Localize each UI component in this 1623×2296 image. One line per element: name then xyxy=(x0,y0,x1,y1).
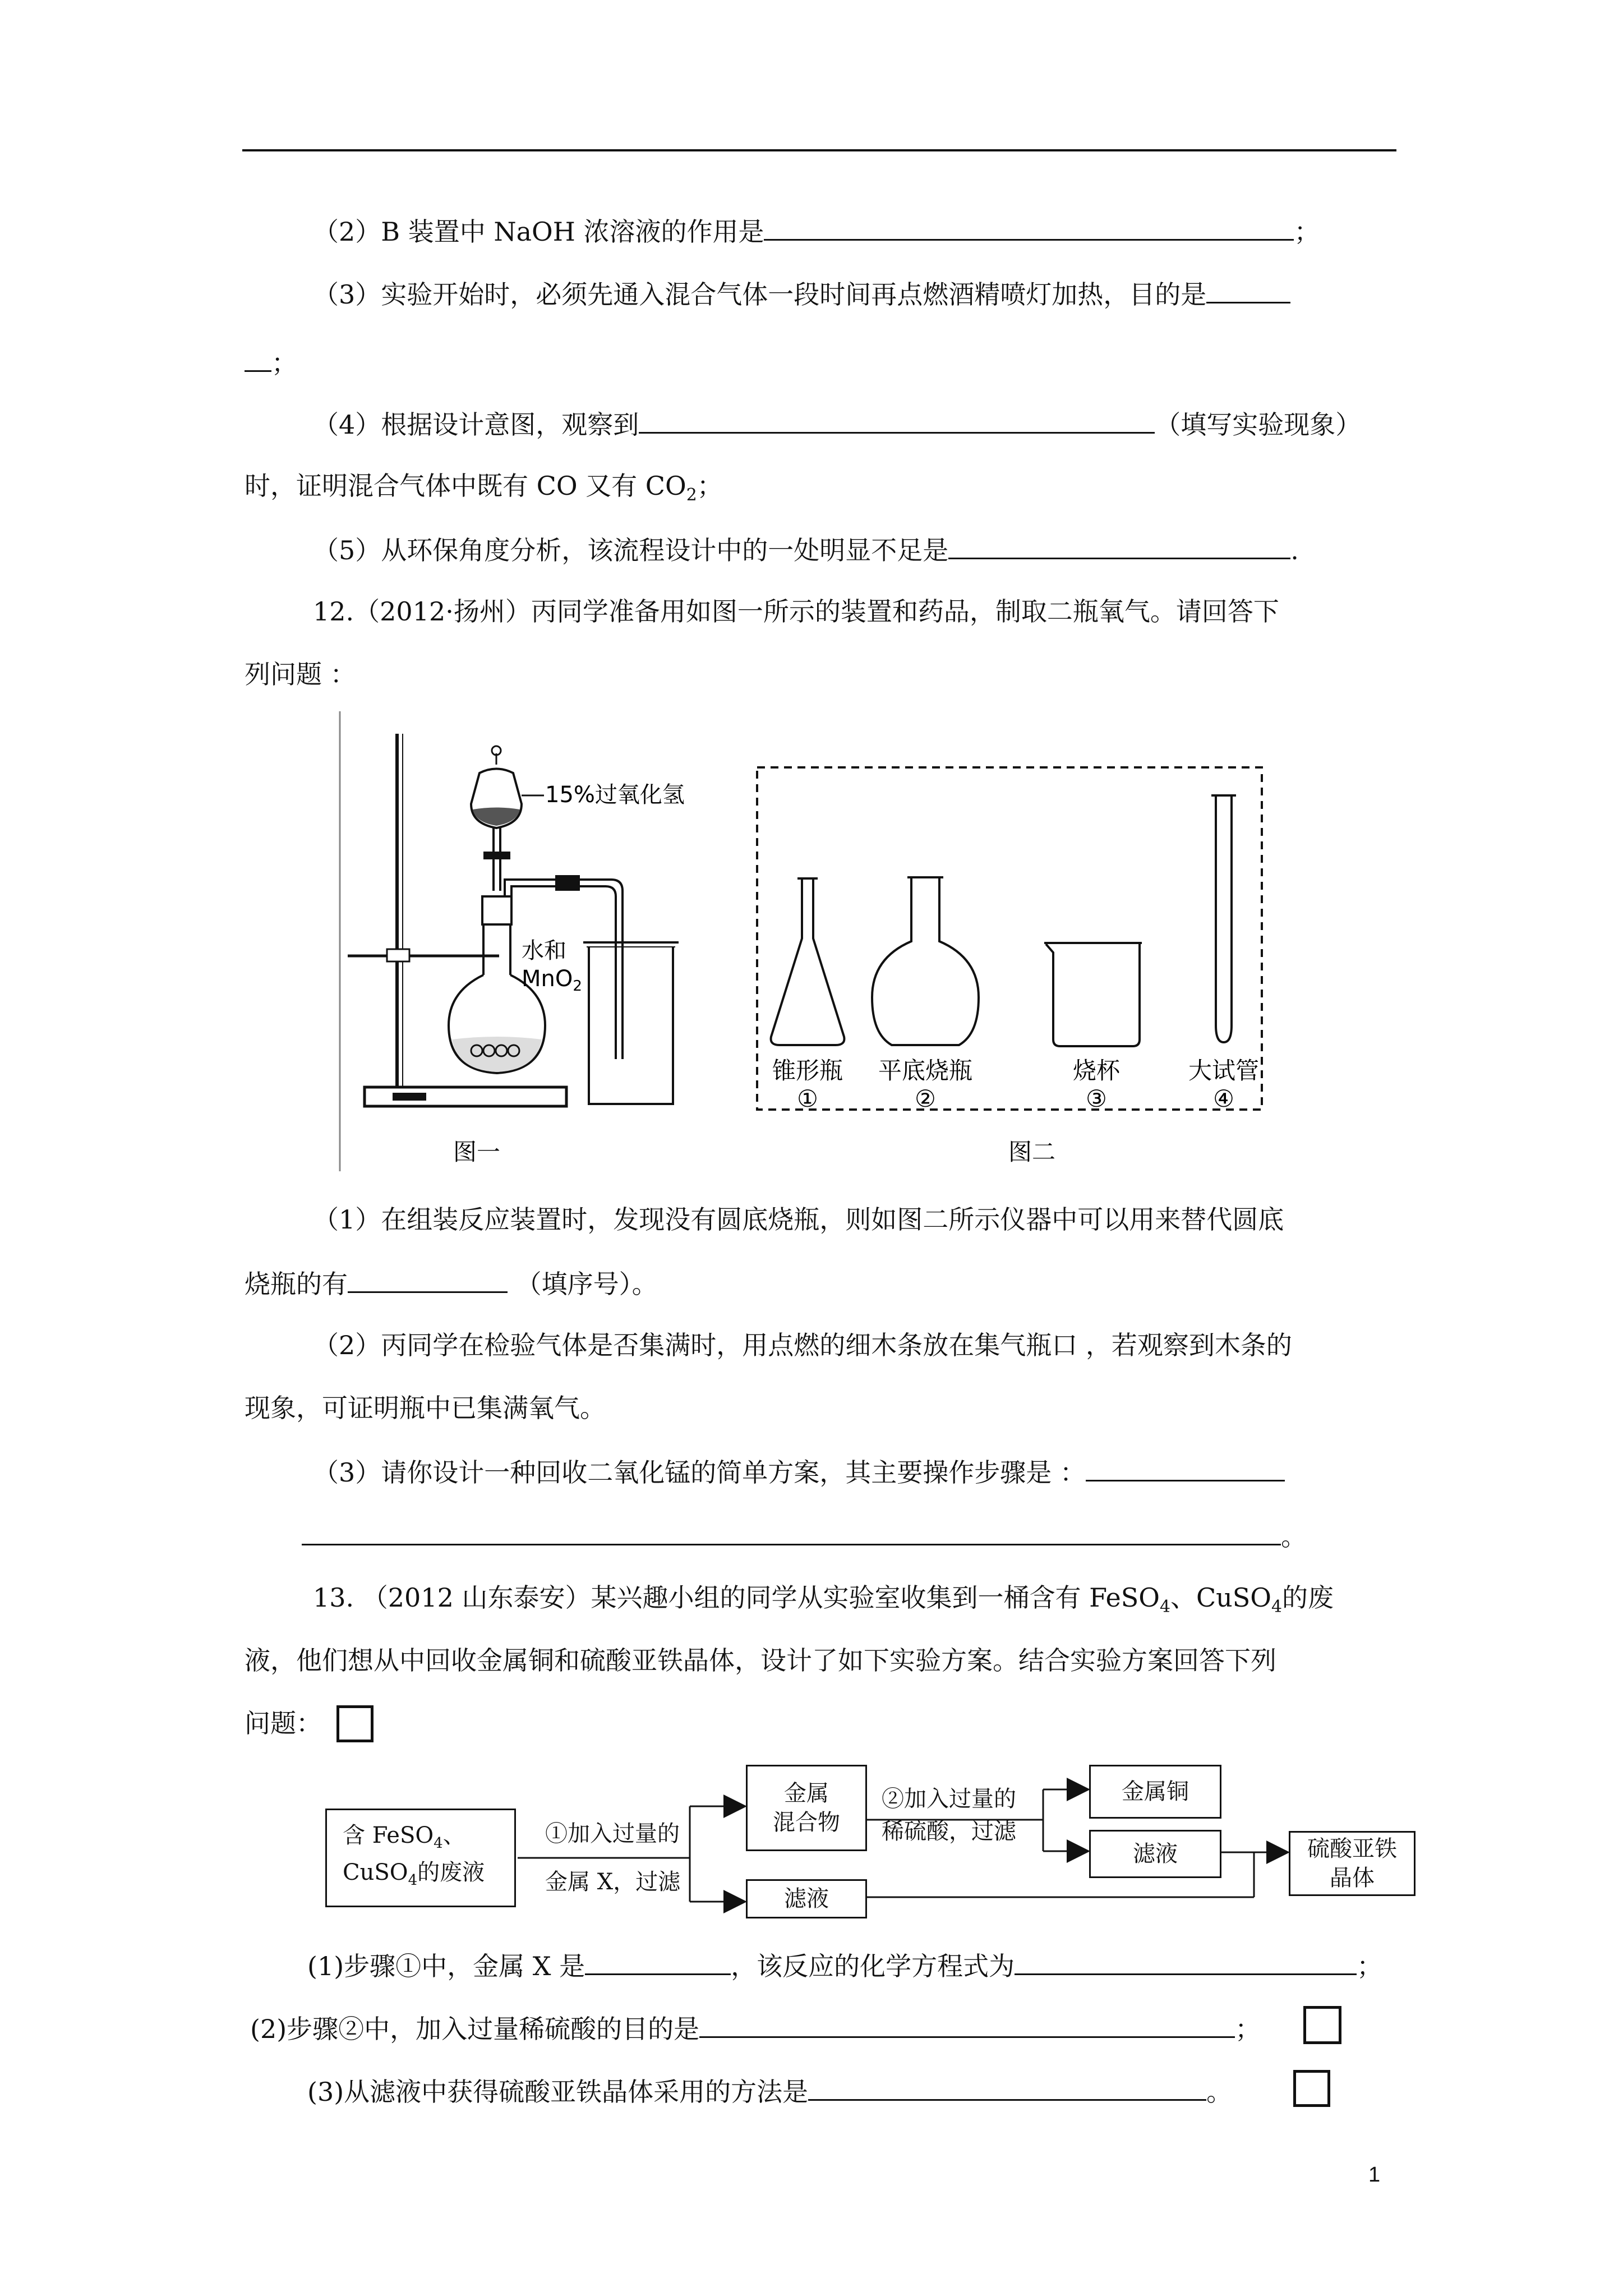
q12-part2-cont: 现象，可证明瓶中已集满氧气。 xyxy=(245,1393,606,1423)
answer-blank[interactable] xyxy=(1086,1454,1285,1481)
q11-part3: （3）实验开始时，必须先通入混合气体一段时间再点燃酒精喷灯加热，目的是 xyxy=(313,276,1290,311)
q12-part3-cont: 。 xyxy=(302,1518,1307,1553)
flow-metal-mixture: 金属 混合物 xyxy=(746,1765,867,1851)
label-water: 水和 xyxy=(522,938,566,964)
answer-blank[interactable] xyxy=(302,1518,1281,1545)
answer-blank[interactable] xyxy=(948,532,1290,559)
instrument-number: ① xyxy=(797,1085,818,1112)
flow-step1-label-b: 金属 X，过滤 xyxy=(545,1869,681,1895)
answer-blank[interactable] xyxy=(348,1266,508,1293)
answer-blank[interactable] xyxy=(808,2073,1206,2101)
q13-intro-cont: 液，他们想从中回收金属铜和硫酸亚铁晶体，设计了如下实验方案。结合实验方案回答下列 xyxy=(245,1645,1276,1676)
q13-part3: (3)从滤液中获得硫酸亚铁晶体采用的方法是 。 xyxy=(307,2073,1232,2109)
answer-blank[interactable] xyxy=(1015,1948,1357,1975)
q11-part5: （5）从环保角度分析，该流程设计中的一处明显不足是 . xyxy=(313,532,1299,567)
q13-part1: (1)步骤①中，金属 X 是 ，该反应的化学方程式为 ； xyxy=(307,1948,1382,1983)
flow-filtrate-2: 滤液 xyxy=(1089,1830,1221,1878)
label-mno2: MnO$_2$ xyxy=(522,966,582,995)
instrument-name-conical-flask: 锥形瓶 xyxy=(772,1057,843,1084)
flow-ferrous-sulfate-crystal: 硫酸亚铁 晶体 xyxy=(1289,1831,1415,1896)
flow-step1-label-a: ①加入过量的 xyxy=(545,1821,680,1847)
q13-part2: (2)步骤②中，加入过量稀硫酸的目的是 ； xyxy=(250,2010,1261,2046)
answer-blank[interactable] xyxy=(585,1948,731,1975)
q11-part4-cont: 时，证明混合气体中既有 CO 又有 $CO_2$； xyxy=(245,471,723,505)
instrument-name-flat-flask: 平底烧瓶 xyxy=(878,1057,973,1084)
answer-blank[interactable] xyxy=(1206,276,1290,303)
q11-part4: （4）根据设计意图，观察到 （填写实验现象） xyxy=(313,406,1361,441)
q12-intro: 12.（2012·扬州）丙同学准备用如图一所示的装置和药品，制取二瓶氧气。请回答下 xyxy=(313,596,1279,627)
answer-blank[interactable] xyxy=(245,344,271,372)
q12-part1-cont: 烧瓶的有 （填序号）。 xyxy=(245,1266,658,1301)
answer-blank[interactable] xyxy=(764,213,1294,241)
instrument-name-beaker: 烧杯 xyxy=(1072,1057,1121,1084)
flow-start-waste-liquid: 含 FeSO$_4$、 CuSO$_4$的废液 xyxy=(325,1809,516,1907)
instrument-name-test-tube: 大试管 xyxy=(1188,1057,1260,1084)
q12-intro-cont: 列问题 ： xyxy=(245,659,356,689)
instrument-number: ④ xyxy=(1213,1085,1234,1112)
instrument-number: ② xyxy=(915,1085,936,1112)
answer-blank[interactable] xyxy=(639,406,1155,434)
checkbox[interactable] xyxy=(1293,2070,1330,2107)
q13-intro-cont2: 问题： xyxy=(245,1708,322,1738)
q12-part2: （2）丙同学在检验气体是否集满时，用点燃的细木条放在集气瓶口 ，若观察到木条的 xyxy=(313,1330,1292,1360)
header-rule xyxy=(242,149,1396,151)
flow-step2-label-a: ②加入过量的 xyxy=(882,1786,1016,1812)
caption-figure-2: 图二 xyxy=(1008,1138,1056,1166)
instrument-number: ③ xyxy=(1086,1085,1107,1112)
page-number: 1 xyxy=(1368,2163,1381,2187)
caption-figure-1: 图一 xyxy=(453,1138,501,1166)
flow-step2-label-b: 稀硫酸，过滤 xyxy=(882,1819,1016,1844)
q12-part3: （3）请你设计一种回收二氧化锰的简单方案，其主要操作步骤是 ： xyxy=(313,1454,1285,1489)
checkbox[interactable] xyxy=(336,1705,374,1742)
apparatus-figure xyxy=(336,711,1279,1188)
answer-blank[interactable] xyxy=(699,2010,1235,2038)
checkbox[interactable] xyxy=(1303,2006,1341,2044)
flow-copper: 金属铜 xyxy=(1089,1765,1221,1819)
q11-part3-cont: ； xyxy=(245,344,297,380)
flow-filtrate-1: 滤液 xyxy=(746,1879,867,1918)
q11-part2: （2）B 装置中 NaOH 浓溶液的作用是 ； xyxy=(313,213,1320,249)
q12-part1: （1）在组装反应装置时，发现没有圆底烧瓶，则如图二所示仪器中可以用来替代圆底 xyxy=(313,1204,1284,1235)
label-hydrogen-peroxide: 15%过氧化氢 xyxy=(545,782,685,808)
q13-intro: 13. （2012 山东泰安）某兴趣小组的同学从实验室收集到一桶含有 FeSO$_4$、CuSO$_4$的废 xyxy=(313,1582,1334,1617)
